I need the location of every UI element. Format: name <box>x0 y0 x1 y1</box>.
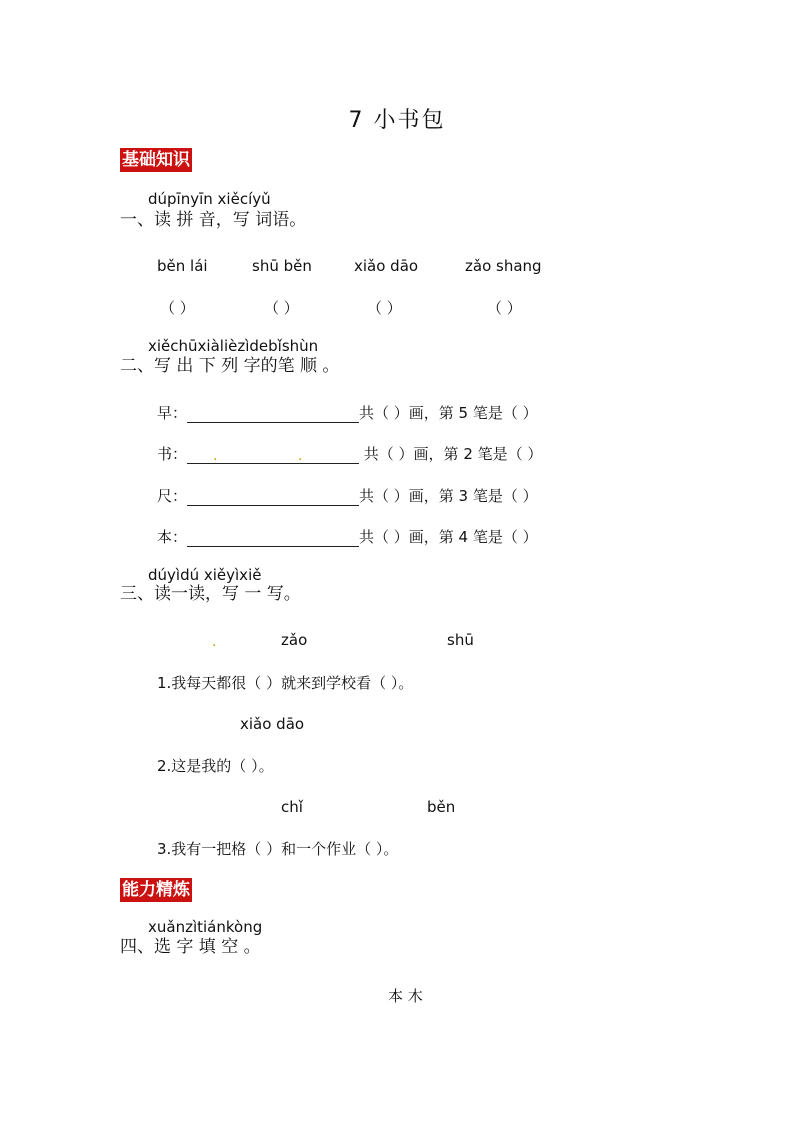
q1-word-1: běn lái <box>157 257 208 275</box>
marker-dot: . <box>213 448 218 464</box>
q3-item3-pinyin-b: běn <box>427 798 456 816</box>
stroke-order-blank[interactable] <box>187 490 359 506</box>
q3-item1-pinyin-a: zǎo <box>281 631 308 649</box>
section-tag-ability: 能力精炼 <box>122 880 190 900</box>
q2-heading: 二、写 出 下 列 字的笔 顺 。 <box>120 356 340 376</box>
q4-heading: 四、选 字 填 空 。 <box>120 937 261 957</box>
q2-row-3 <box>157 485 538 506</box>
q2-pinyin: xiěchūxiàlièzìdebǐshùn <box>148 337 319 355</box>
q2-row-4 <box>157 526 538 547</box>
q2-row-count: 共（ ）画，第 2 笔是（ ） <box>359 445 543 463</box>
q1-word-2: shū běn <box>252 257 312 275</box>
page-title: 7 小书包 <box>348 108 446 133</box>
marker-dot: . <box>298 448 303 464</box>
q4-choices: 本 木 <box>388 987 423 1005</box>
q1-answer-4[interactable]: （ ） <box>487 299 522 317</box>
q1-answer-2[interactable]: （ ） <box>264 299 299 317</box>
q3-item3-pinyin-a: chǐ <box>281 798 303 816</box>
q1-word-3: xiǎo dāo <box>354 257 419 275</box>
q3-sentence-1: 1.我每天都很（ ）就来到学校看（ ）。 <box>157 674 414 692</box>
q1-pinyin: dúpīnyīn xiěcíyǔ <box>148 190 271 208</box>
q3-item2-pinyin-a: xiǎo dāo <box>240 715 305 733</box>
q3-pinyin: dúyìdú xiěyìxiě <box>148 566 262 584</box>
q2-row-count: 共（ ）画，第 3 笔是（ ） <box>359 487 538 505</box>
q2-row-1 <box>157 402 538 423</box>
stroke-order-blank[interactable] <box>187 531 359 547</box>
q2-row-count: 共（ ）画，第 5 笔是（ ） <box>359 404 538 422</box>
q2-row-char: 本： <box>157 528 188 546</box>
stroke-order-blank[interactable] <box>187 407 359 423</box>
q2-row-count: 共（ ）画，第 4 笔是（ ） <box>359 528 538 546</box>
q1-answer-1[interactable]: （ ） <box>160 299 195 317</box>
q2-row-char: 书： <box>157 445 188 463</box>
q1-answer-3[interactable]: （ ） <box>367 299 402 317</box>
q3-item1-pinyin-b: shū <box>447 631 474 649</box>
q3-sentence-3: 3.我有一把格（ ）和一个作业（ ）。 <box>157 840 399 858</box>
q3-sentence-2: 2.这是我的（ ）。 <box>157 757 274 775</box>
q2-row-char: 早： <box>157 404 188 422</box>
q1-word-4: zǎo shang <box>465 257 542 275</box>
marker-dot: . <box>212 634 217 650</box>
q4-pinyin: xuǎnzìtiánkòng <box>148 918 263 936</box>
section-tag-basic: 基础知识 <box>122 150 190 170</box>
q1-heading: 一、读 拼 音，写 词语。 <box>120 210 307 230</box>
q2-row-char: 尺： <box>157 487 188 505</box>
q3-heading: 三、读一读，写 一 写。 <box>120 584 301 604</box>
